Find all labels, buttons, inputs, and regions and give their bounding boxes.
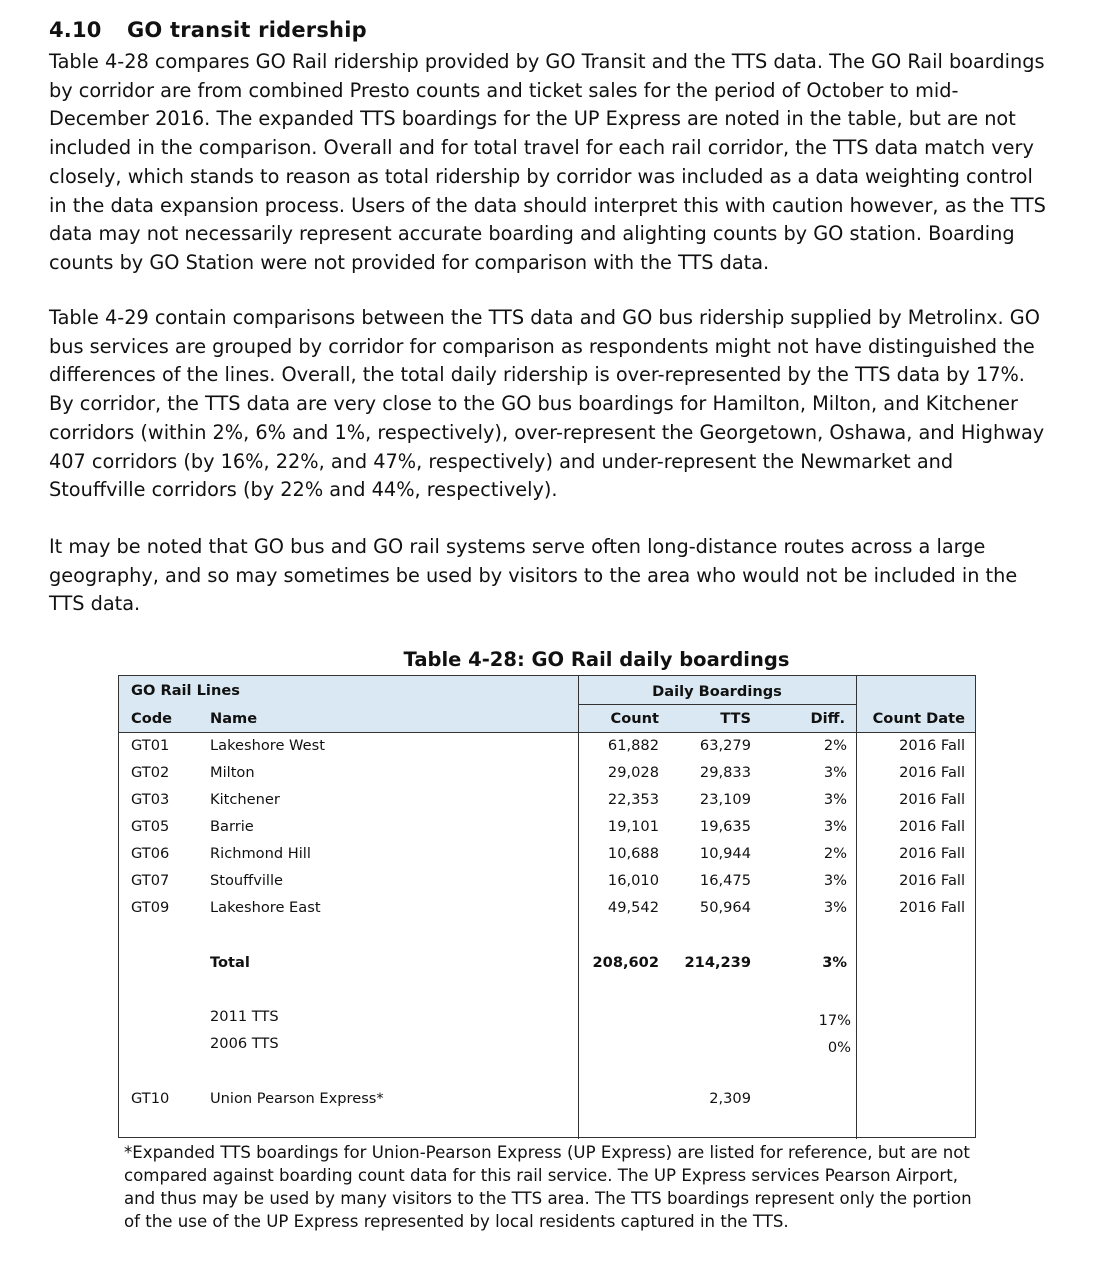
row-count-date: 2016 Fall bbox=[899, 791, 965, 808]
row-count: 22,353 bbox=[607, 791, 659, 808]
row-code: GT06 bbox=[131, 845, 170, 862]
upx-code: GT10 bbox=[131, 1090, 170, 1107]
total-count: 208,602 bbox=[592, 954, 659, 971]
tts-2006-diff: 0% bbox=[827, 1039, 851, 1056]
tts-2011-label: 2011 TTS bbox=[210, 1008, 279, 1025]
tts-2006-label: 2006 TTS bbox=[210, 1035, 279, 1052]
row-code: GT09 bbox=[131, 899, 170, 916]
go-rail-boardings-table bbox=[118, 675, 976, 1138]
tts-2011-diff: 17% bbox=[818, 1012, 851, 1029]
row-name: Lakeshore East bbox=[210, 899, 321, 916]
row-name: Barrie bbox=[210, 818, 254, 835]
table-title: Table 4-28: GO Rail daily boardings bbox=[403, 648, 790, 671]
row-count: 29,028 bbox=[607, 764, 659, 781]
row-count-date: 2016 Fall bbox=[899, 737, 965, 754]
row-count: 19,101 bbox=[607, 818, 659, 835]
row-diff: 3% bbox=[823, 899, 847, 916]
row-code: GT05 bbox=[131, 818, 170, 835]
row-name: Lakeshore West bbox=[210, 737, 325, 754]
row-count: 16,010 bbox=[607, 872, 659, 889]
row-diff: 3% bbox=[823, 764, 847, 781]
header-diff: Diff. bbox=[810, 710, 845, 727]
upx-tts: 2,309 bbox=[709, 1090, 751, 1107]
row-count-date: 2016 Fall bbox=[899, 845, 965, 862]
header-go-rail-lines: GO Rail Lines bbox=[131, 682, 240, 699]
paragraph-visitors-note: It may be noted that GO bus and GO rail systems serve often long-distance routes across a large geography, and so may sometimes be used by visitors to the area who would not be included in the TTS data. bbox=[49, 535, 1018, 616]
row-code: GT07 bbox=[131, 872, 170, 889]
header-count: Count bbox=[610, 710, 659, 727]
row-diff: 3% bbox=[823, 872, 847, 889]
row-count-date: 2016 Fall bbox=[899, 818, 965, 835]
upx-name: Union Pearson Express* bbox=[210, 1090, 384, 1107]
header-name: Name bbox=[210, 710, 258, 727]
total-diff: 3% bbox=[822, 954, 847, 971]
row-name: Kitchener bbox=[210, 791, 280, 808]
row-tts: 10,944 bbox=[699, 845, 751, 862]
row-diff: 3% bbox=[823, 818, 847, 835]
row-code: GT03 bbox=[131, 791, 170, 808]
row-diff: 2% bbox=[823, 737, 847, 754]
row-tts: 16,475 bbox=[699, 872, 751, 889]
row-count-date: 2016 Fall bbox=[899, 764, 965, 781]
row-tts: 63,279 bbox=[699, 737, 751, 754]
row-code: GT02 bbox=[131, 764, 170, 781]
row-name: Milton bbox=[210, 764, 255, 781]
row-code: GT01 bbox=[131, 737, 170, 754]
row-count: 10,688 bbox=[607, 845, 659, 862]
header-group-divider bbox=[578, 704, 856, 705]
row-count: 49,542 bbox=[607, 899, 659, 916]
row-count-date: 2016 Fall bbox=[899, 872, 965, 889]
paragraph-bus-comparison: Table 4-29 contain comparisons between the TTS data and GO bus ridership supplied by Metrolinx. GO bus services are grouped by corridor for comparison as respondents might not have distinguished the differences of the lines. Overall, the total daily ridership is over-represented by the TTS data by 17%. By corridor, the TTS data are very close to the GO bus boardings for Hamilton, Milton, and Kitchener corridors (within 2%, 6% and 1%, respectively), over-represent the Georgetown, Oshawa, and Highway 407 corridors (by 16%, 22%, and 47%, respectively) and under-represent the Newmarket and Stouffville corridors (by 22% and 44%, respectively). bbox=[49, 306, 1045, 502]
row-tts: 23,109 bbox=[699, 791, 751, 808]
row-name: Stouffville bbox=[210, 872, 283, 889]
row-count-date: 2016 Fall bbox=[899, 899, 965, 916]
section-heading bbox=[49, 18, 367, 42]
row-count: 61,882 bbox=[607, 737, 659, 754]
section-number: 4.10 bbox=[49, 18, 102, 42]
table-footnote: *Expanded TTS boardings for Union-Pearson Express (UP Express) are listed for reference, but are not compared against boarding count data for this rail service. The UP Express services Pearson Airport, and thus may be used by many visitors to the TTS area. The TTS boardings represent only the portion of the use of the UP Express represented by local residents captured in the TTS. bbox=[124, 1143, 972, 1231]
total-tts: 214,239 bbox=[684, 954, 751, 971]
row-diff: 3% bbox=[823, 791, 847, 808]
total-label: Total bbox=[210, 954, 250, 971]
header-code: Code bbox=[131, 710, 173, 727]
row-tts: 29,833 bbox=[699, 764, 751, 781]
row-tts: 19,635 bbox=[699, 818, 751, 835]
header-count-date: Count Date bbox=[872, 710, 965, 727]
header-daily-boardings: Daily Boardings bbox=[652, 683, 782, 700]
header-tts: TTS bbox=[720, 710, 751, 727]
section-title: GO transit ridership bbox=[127, 18, 367, 42]
row-diff: 2% bbox=[823, 845, 847, 862]
row-tts: 50,964 bbox=[699, 899, 751, 916]
paragraph-rail-comparison: Table 4-28 compares GO Rail ridership provided by GO Transit and the TTS data. The GO Rail boardings by corridor are from combined Presto counts and ticket sales for the period of October to mid-December 2016. The expanded TTS boardings for the UP Express are noted in the table, but are not included in the comparison. Overall and for total travel for each rail corridor, the TTS data match very closely, which stands to reason as total ridership by corridor was included as a data weighting control in the data expansion process. Users of the data should interpret this with caution however, as the TTS data may not necessarily represent accurate boarding and alighting counts by GO station. Boarding counts by GO Station were not provided for comparison with the TTS data. bbox=[49, 50, 1046, 274]
row-name: Richmond Hill bbox=[210, 845, 311, 862]
